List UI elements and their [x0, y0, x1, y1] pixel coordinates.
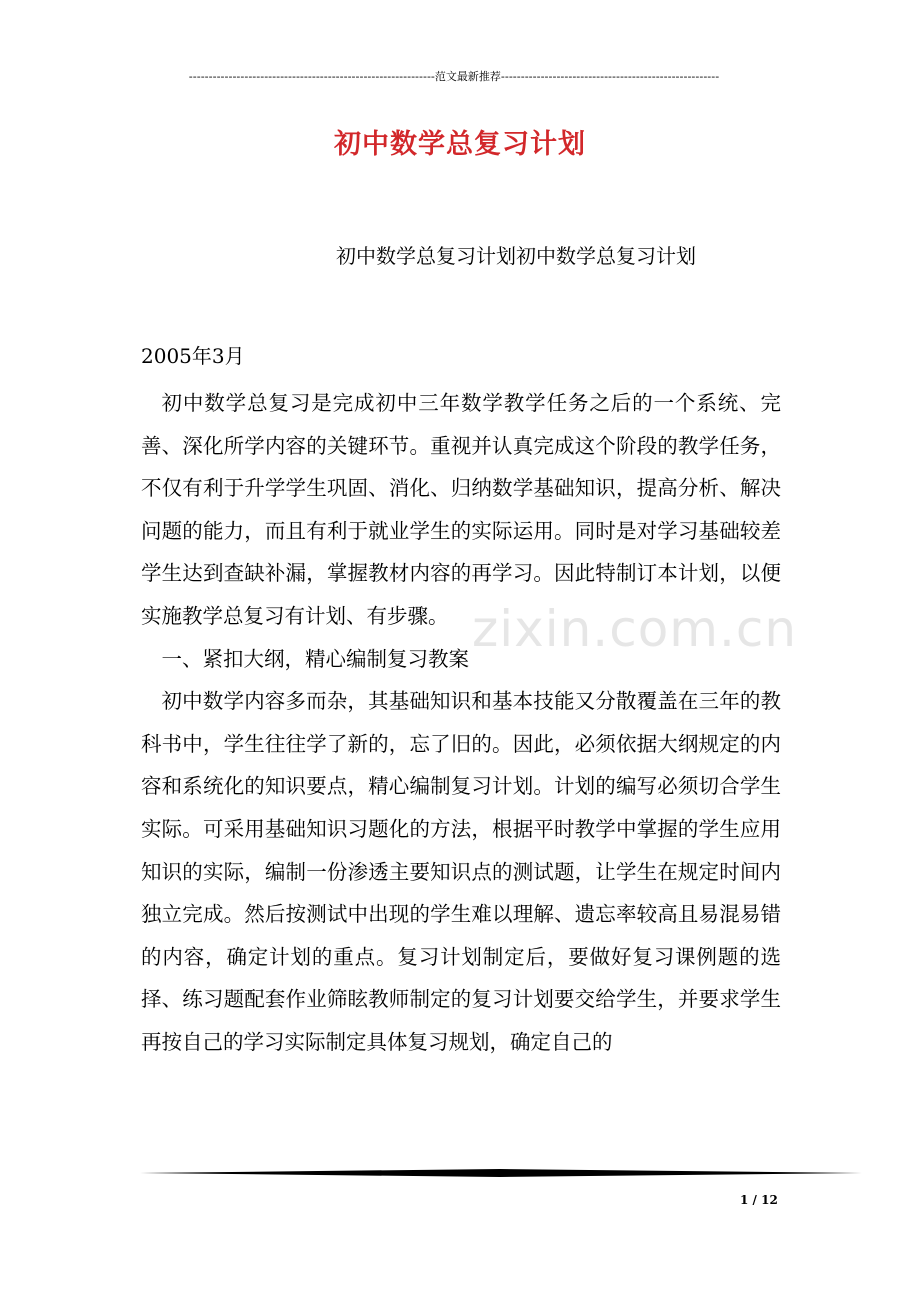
footer-rule	[140, 1168, 862, 1178]
watermark: zixin.com.cn	[472, 600, 798, 658]
document-title: 初中数学总复习计划	[334, 129, 586, 160]
document-body	[141, 382, 781, 1064]
header-dashes-right: -------------------------------------------------------	[500, 70, 720, 83]
paragraph-section-1: 初中数学内容多而杂，其基础知识和基本技能又分散覆盖在三年的教科书中，学生往往学了新的，忘了旧的。因此，必须依据大纲规定的内容和系统化的知识要点，精心编制复习计划。计划的编写必须切合学生实际。可采用基础知识习题化的方法，根据平时教学中掌握的学生应用知识的实际，编制一份渗透主要知识点的测试题，让学生在规定时间内独立完成。然后按测试中出现的学生难以理解、遗忘率较高且易混易错的内容，确定计划的重点。复习计划制定后，要做好复习课例题的选择、练习题配套作业筛眩教师制定的复习计划要交给学生，并要求学生再按自己的学习实际制定具体复习规划，确定自己的	[141, 689, 781, 1054]
page-number: 1 / 12	[740, 1193, 778, 1207]
document-subtitle: 初中数学总复习计划初中数学总复习计划	[336, 244, 696, 268]
document-date: 2005年3月	[141, 344, 245, 368]
header-label: 范文最新推荐	[434, 70, 501, 83]
header-dashes-left: --------------------------------------------------------------	[188, 70, 435, 83]
section-heading-1: 一、紧扣大纲，精心编制复习教案	[161, 646, 469, 671]
paragraph-intro: 初中数学总复习是完成初中三年数学教学任务之后的一个系统、完善、深化所学内容的关键环节。重视并认真完成这个阶段的教学任务，不仅有利于升学学生巩固、消化、归纳数学基础知识，提高分析、解决问题的能力，而且有利于就业学生的实际运用。同时是对学习基础较差学生达到查缺补漏，掌握教材内容的再学习。因此特制订本计划，以便实施教学总复习有计划、有步骤。	[141, 391, 781, 628]
page-header	[140, 70, 768, 84]
